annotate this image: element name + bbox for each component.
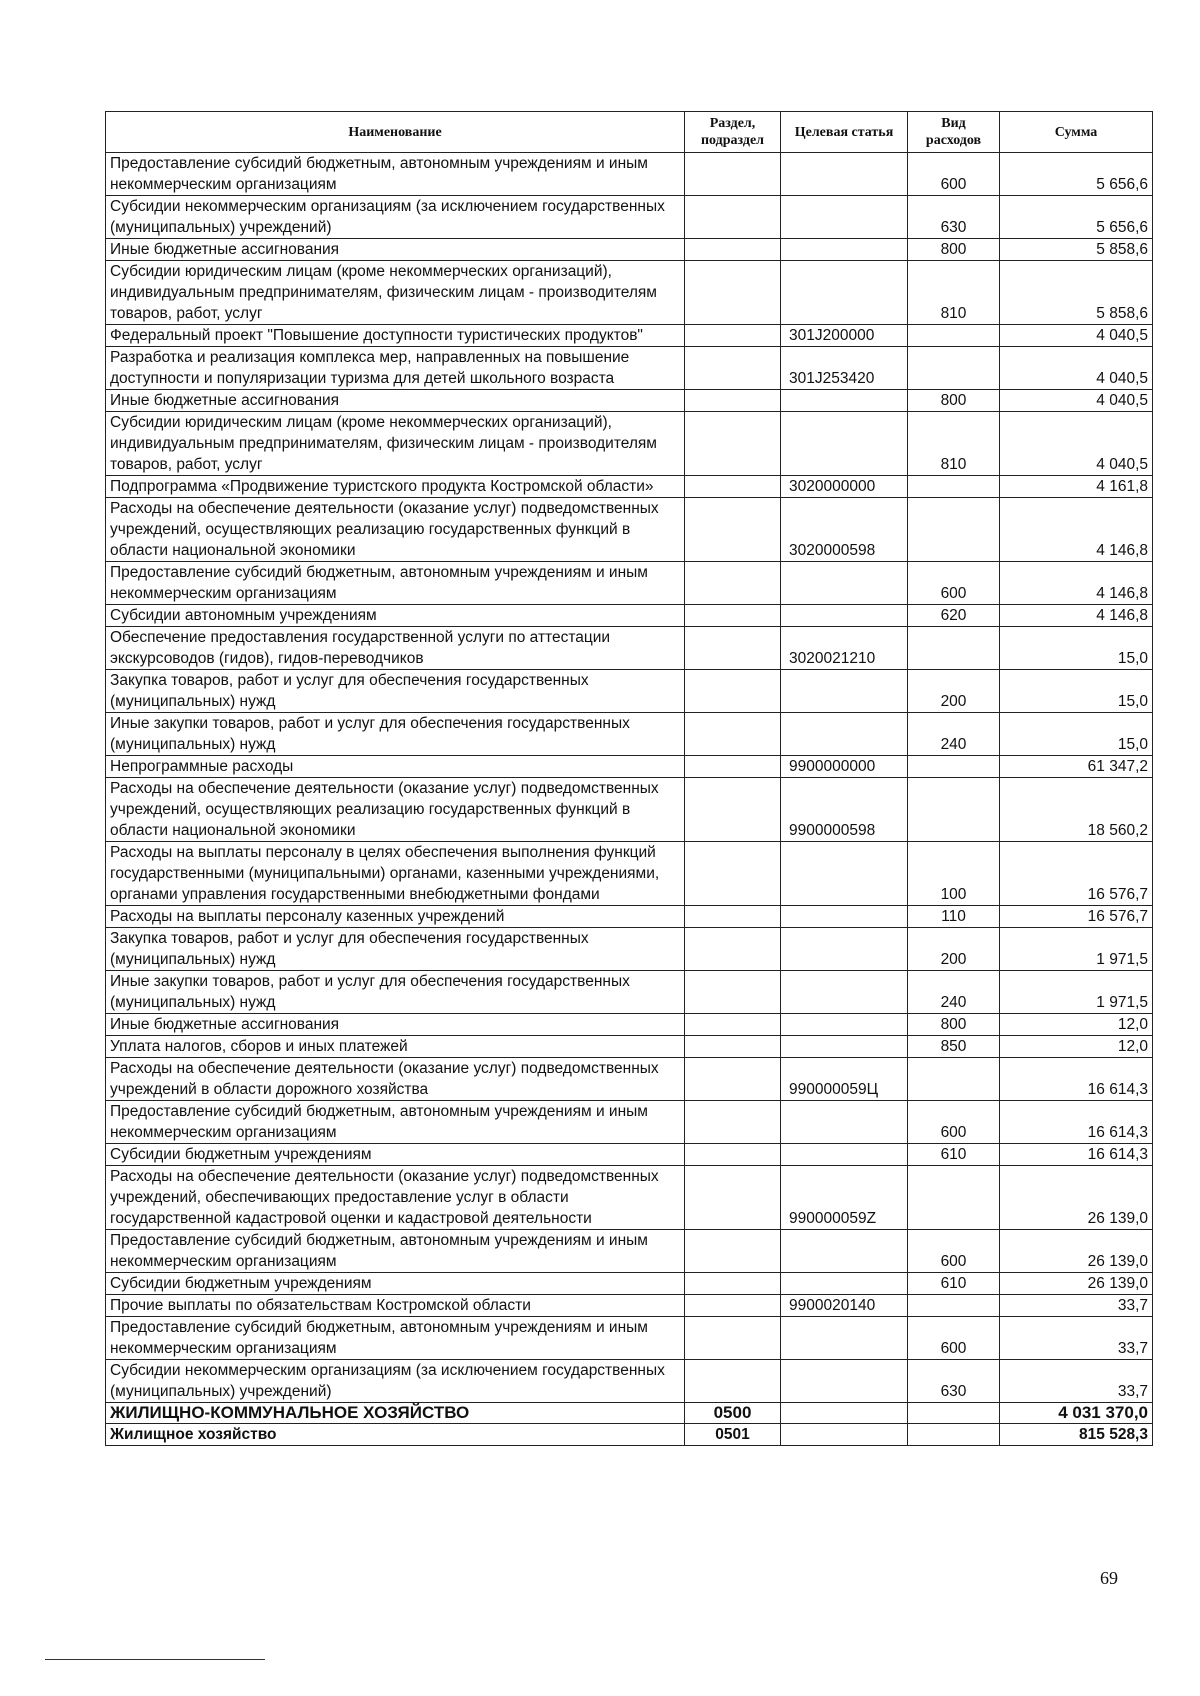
row-sum-cell: 4 031 370,0 <box>1000 1403 1153 1424</box>
row-name-cell: Субсидии юридическим лицам (кроме некоммерческих организаций), индивидуальным предпринимателям, физическим лицам - производителям товаров, работ, услуг <box>106 412 685 476</box>
header-target: Целевая статья <box>781 112 908 153</box>
row-name-cell: Жилищное хозяйство <box>106 1424 685 1446</box>
row-section-cell <box>685 1273 781 1295</box>
row-kind-cell: 200 <box>908 928 1000 971</box>
row-section-cell <box>685 1166 781 1230</box>
table-row <box>106 498 1153 562</box>
row-section-cell <box>685 928 781 971</box>
row-sum-cell: 26 139,0 <box>1000 1273 1153 1295</box>
table-row <box>106 412 1153 476</box>
row-name-cell: Субсидии некоммерческим организациям (за исключением государственных (муниципальных) учреждений) <box>106 1360 685 1403</box>
table-row <box>106 778 1153 842</box>
row-kind-cell <box>908 1403 1000 1424</box>
row-sum-cell: 33,7 <box>1000 1295 1153 1317</box>
row-section-cell <box>685 347 781 390</box>
row-sum-cell: 4 146,8 <box>1000 498 1153 562</box>
row-section-cell <box>685 842 781 906</box>
table-row <box>106 906 1153 928</box>
row-sum-cell: 12,0 <box>1000 1036 1153 1058</box>
row-name-cell: Прочие выплаты по обязательствам Костромской области <box>106 1295 685 1317</box>
table-row <box>106 971 1153 1014</box>
row-name-cell: Предоставление субсидий бюджетным, автономным учреждениям и иным некоммерческим организациям <box>106 1230 685 1273</box>
row-name-cell: Иные бюджетные ассигнования <box>106 1014 685 1036</box>
row-name-cell: Уплата налогов, сборов и иных платежей <box>106 1036 685 1058</box>
row-kind-cell <box>908 627 1000 670</box>
row-section-cell <box>685 325 781 347</box>
row-target-cell: 9900000598 <box>781 778 908 842</box>
row-target-cell <box>781 239 908 261</box>
row-sum-cell: 16 614,3 <box>1000 1144 1153 1166</box>
row-section-cell <box>685 1360 781 1403</box>
row-kind-cell: 200 <box>908 670 1000 713</box>
row-name-cell: Расходы на обеспечение деятельности (оказание услуг) подведомственных учреждений, осуществляющих реализацию государственных функций в области национальной экономики <box>106 778 685 842</box>
row-section-cell <box>685 390 781 412</box>
table-row <box>106 605 1153 627</box>
row-sum-cell: 18 560,2 <box>1000 778 1153 842</box>
row-kind-cell <box>908 347 1000 390</box>
row-section-cell <box>685 627 781 670</box>
row-section-cell <box>685 713 781 756</box>
table-header <box>106 112 1153 153</box>
row-kind-cell: 600 <box>908 562 1000 605</box>
row-kind-cell <box>908 756 1000 778</box>
row-kind-cell <box>908 778 1000 842</box>
row-name-cell: Субсидии некоммерческим организациям (за исключением государственных (муниципальных) учреждений) <box>106 196 685 239</box>
row-target-cell <box>781 713 908 756</box>
row-kind-cell: 620 <box>908 605 1000 627</box>
table-row <box>106 261 1153 325</box>
page-number: 69 <box>1100 1568 1118 1588</box>
row-target-cell <box>781 1014 908 1036</box>
row-name-cell: Расходы на обеспечение деятельности (оказание услуг) подведомственных учреждений в области дорожного хозяйства <box>106 1058 685 1101</box>
table-row <box>106 1058 1153 1101</box>
table-row <box>106 390 1153 412</box>
row-target-cell <box>781 1317 908 1360</box>
row-name-cell: Предоставление субсидий бюджетным, автономным учреждениям и иным некоммерческим организациям <box>106 562 685 605</box>
row-sum-cell: 16 614,3 <box>1000 1058 1153 1101</box>
row-section-cell <box>685 196 781 239</box>
row-section-cell <box>685 1295 781 1317</box>
row-name-cell: Иные закупки товаров, работ и услуг для обеспечения государственных (муниципальных) нужд <box>106 971 685 1014</box>
row-name-cell: Закупка товаров, работ и услуг для обеспечения государственных (муниципальных) нужд <box>106 670 685 713</box>
row-kind-cell <box>908 1058 1000 1101</box>
table-row <box>106 1101 1153 1144</box>
row-target-cell: 9900000000 <box>781 756 908 778</box>
row-sum-cell: 5 858,6 <box>1000 239 1153 261</box>
row-sum-cell: 815 528,3 <box>1000 1424 1153 1446</box>
row-target-cell <box>781 261 908 325</box>
table-row <box>106 347 1153 390</box>
row-kind-cell: 610 <box>908 1273 1000 1295</box>
row-target-cell <box>781 842 908 906</box>
row-sum-cell: 15,0 <box>1000 627 1153 670</box>
row-section-cell <box>685 1101 781 1144</box>
row-kind-cell: 630 <box>908 1360 1000 1403</box>
row-section-cell <box>685 1014 781 1036</box>
row-target-cell: 301J200000 <box>781 325 908 347</box>
row-target-cell: 990000059Z <box>781 1166 908 1230</box>
row-target-cell <box>781 1230 908 1273</box>
table-row <box>106 196 1153 239</box>
row-sum-cell: 61 347,2 <box>1000 756 1153 778</box>
row-section-cell <box>685 1058 781 1101</box>
row-target-cell <box>781 971 908 1014</box>
row-target-cell <box>781 390 908 412</box>
row-target-cell <box>781 412 908 476</box>
row-section-cell <box>685 778 781 842</box>
row-target-cell: 3020000000 <box>781 476 908 498</box>
row-sum-cell: 16 576,7 <box>1000 906 1153 928</box>
row-kind-cell: 600 <box>908 1230 1000 1273</box>
row-name-cell: Иные бюджетные ассигнования <box>106 390 685 412</box>
row-sum-cell: 26 139,0 <box>1000 1230 1153 1273</box>
row-section-cell: 0500 <box>685 1403 781 1424</box>
row-kind-cell <box>908 1166 1000 1230</box>
row-kind-cell: 800 <box>908 390 1000 412</box>
row-sum-cell: 4 161,8 <box>1000 476 1153 498</box>
row-kind-cell <box>908 1295 1000 1317</box>
table-row <box>106 627 1153 670</box>
row-kind-cell: 850 <box>908 1036 1000 1058</box>
table-row <box>106 1230 1153 1273</box>
row-target-cell <box>781 1036 908 1058</box>
row-name-cell: Иные бюджетные ассигнования <box>106 239 685 261</box>
row-kind-cell: 240 <box>908 713 1000 756</box>
row-name-cell: Федеральный проект "Повышение доступности туристических продуктов" <box>106 325 685 347</box>
row-section-cell: 0501 <box>685 1424 781 1446</box>
row-kind-cell: 800 <box>908 1014 1000 1036</box>
row-sum-cell: 26 139,0 <box>1000 1166 1153 1230</box>
table-row <box>106 1166 1153 1230</box>
row-sum-cell: 4 146,8 <box>1000 605 1153 627</box>
row-name-cell: Предоставление субсидий бюджетным, автономным учреждениям и иным некоммерческим организациям <box>106 153 685 196</box>
row-target-cell <box>781 153 908 196</box>
row-section-cell <box>685 239 781 261</box>
budget-expenses-table <box>105 111 1153 1446</box>
row-name-cell: Субсидии автономным учреждениям <box>106 605 685 627</box>
row-target-cell <box>781 1144 908 1166</box>
row-name-cell: Непрограммные расходы <box>106 756 685 778</box>
table-row <box>106 1144 1153 1166</box>
table-row <box>106 670 1153 713</box>
row-section-cell <box>685 1144 781 1166</box>
row-name-cell: Расходы на выплаты персоналу в целях обеспечения выполнения функций государственными (муниципальными) органами, казенными учреждениями, органами управления государственными внебюджетными фондами <box>106 842 685 906</box>
row-section-cell <box>685 1317 781 1360</box>
footnote-rule <box>45 1659 265 1660</box>
row-name-cell: Расходы на обеспечение деятельности (оказание услуг) подведомственных учреждений, осуществляющих реализацию государственных функций в области национальной экономики <box>106 498 685 562</box>
table-row <box>106 713 1153 756</box>
table-row <box>106 1317 1153 1360</box>
row-target-cell <box>781 1101 908 1144</box>
table-body <box>106 153 1153 1446</box>
row-section-cell <box>685 1230 781 1273</box>
row-sum-cell: 15,0 <box>1000 670 1153 713</box>
table-row <box>106 1424 1153 1446</box>
row-target-cell: 9900020140 <box>781 1295 908 1317</box>
row-name-cell: Предоставление субсидий бюджетным, автономным учреждениям и иным некоммерческим организациям <box>106 1101 685 1144</box>
table-row <box>106 325 1153 347</box>
row-sum-cell: 1 971,5 <box>1000 971 1153 1014</box>
row-section-cell <box>685 498 781 562</box>
row-sum-cell: 15,0 <box>1000 713 1153 756</box>
row-sum-cell: 1 971,5 <box>1000 928 1153 971</box>
table-row <box>106 1014 1153 1036</box>
row-kind-cell: 600 <box>908 1101 1000 1144</box>
row-section-cell <box>685 261 781 325</box>
table-row <box>106 562 1153 605</box>
row-kind-cell: 810 <box>908 261 1000 325</box>
row-sum-cell: 4 146,8 <box>1000 562 1153 605</box>
row-name-cell: Иные закупки товаров, работ и услуг для обеспечения государственных (муниципальных) нужд <box>106 713 685 756</box>
row-target-cell: 301J253420 <box>781 347 908 390</box>
table-row <box>106 928 1153 971</box>
row-target-cell: 3020021210 <box>781 627 908 670</box>
row-section-cell <box>685 971 781 1014</box>
table-row <box>106 1295 1153 1317</box>
row-sum-cell: 5 656,6 <box>1000 196 1153 239</box>
table-row <box>106 153 1153 196</box>
row-name-cell: Разработка и реализация комплекса мер, направленных на повышение доступности и популяризации туризма для детей школьного возраста <box>106 347 685 390</box>
row-sum-cell: 5 656,6 <box>1000 153 1153 196</box>
row-kind-cell: 240 <box>908 971 1000 1014</box>
header-sum: Сумма <box>1000 112 1153 153</box>
row-target-cell <box>781 670 908 713</box>
table-row <box>106 1036 1153 1058</box>
row-target-cell: 990000059Ц <box>781 1058 908 1101</box>
row-sum-cell: 4 040,5 <box>1000 325 1153 347</box>
row-kind-cell <box>908 325 1000 347</box>
row-sum-cell: 33,7 <box>1000 1317 1153 1360</box>
row-target-cell <box>781 906 908 928</box>
row-name-cell: Субсидии юридическим лицам (кроме некоммерческих организаций), индивидуальным предпринимателям, физическим лицам - производителям товаров, работ, услуг <box>106 261 685 325</box>
row-name-cell: Субсидии бюджетным учреждениям <box>106 1273 685 1295</box>
row-section-cell <box>685 562 781 605</box>
row-target-cell <box>781 1273 908 1295</box>
row-kind-cell: 110 <box>908 906 1000 928</box>
row-target-cell <box>781 1424 908 1446</box>
header-name: Наименование <box>106 112 685 153</box>
row-sum-cell: 4 040,5 <box>1000 390 1153 412</box>
row-sum-cell: 12,0 <box>1000 1014 1153 1036</box>
row-target-cell <box>781 1403 908 1424</box>
table-row <box>106 476 1153 498</box>
row-target-cell <box>781 1360 908 1403</box>
row-name-cell: Обеспечение предоставления государственной услуги по аттестации экскурсоводов (гидов), гидов-переводчиков <box>106 627 685 670</box>
row-kind-cell: 630 <box>908 196 1000 239</box>
row-target-cell: 3020000598 <box>781 498 908 562</box>
row-name-cell: ЖИЛИЩНО-КОММУНАЛЬНОЕ ХОЗЯЙСТВО <box>106 1403 685 1424</box>
row-name-cell: Расходы на обеспечение деятельности (оказание услуг) подведомственных учреждений, обеспечивающих предоставление услуг в области государственной кадастровой оценки и кадастровой деятельности <box>106 1166 685 1230</box>
row-section-cell <box>685 605 781 627</box>
row-sum-cell: 4 040,5 <box>1000 412 1153 476</box>
row-name-cell: Подпрограмма «Продвижение туристского продукта Костромской области» <box>106 476 685 498</box>
row-name-cell: Субсидии бюджетным учреждениям <box>106 1144 685 1166</box>
row-name-cell: Предоставление субсидий бюджетным, автономным учреждениям и иным некоммерческим организациям <box>106 1317 685 1360</box>
header-kind: Вид расходов <box>908 112 1000 153</box>
row-name-cell: Расходы на выплаты персоналу казенных учреждений <box>106 906 685 928</box>
row-section-cell <box>685 153 781 196</box>
header-row <box>106 112 1153 153</box>
row-kind-cell: 600 <box>908 153 1000 196</box>
row-name-cell: Закупка товаров, работ и услуг для обеспечения государственных (муниципальных) нужд <box>106 928 685 971</box>
table-row <box>106 1403 1153 1424</box>
row-kind-cell: 810 <box>908 412 1000 476</box>
table-row <box>106 842 1153 906</box>
row-section-cell <box>685 412 781 476</box>
row-target-cell <box>781 196 908 239</box>
header-section: Раздел, подраздел <box>685 112 781 153</box>
row-section-cell <box>685 906 781 928</box>
row-section-cell <box>685 476 781 498</box>
row-kind-cell <box>908 476 1000 498</box>
row-sum-cell: 4 040,5 <box>1000 347 1153 390</box>
row-sum-cell: 5 858,6 <box>1000 261 1153 325</box>
row-kind-cell: 100 <box>908 842 1000 906</box>
row-target-cell <box>781 562 908 605</box>
table-row <box>106 756 1153 778</box>
row-section-cell <box>685 1036 781 1058</box>
row-sum-cell: 33,7 <box>1000 1360 1153 1403</box>
table-row <box>106 239 1153 261</box>
row-kind-cell <box>908 498 1000 562</box>
row-kind-cell: 610 <box>908 1144 1000 1166</box>
row-sum-cell: 16 614,3 <box>1000 1101 1153 1144</box>
row-target-cell <box>781 605 908 627</box>
table-row <box>106 1273 1153 1295</box>
row-sum-cell: 16 576,7 <box>1000 842 1153 906</box>
table-row <box>106 1360 1153 1403</box>
row-kind-cell: 800 <box>908 239 1000 261</box>
row-kind-cell: 600 <box>908 1317 1000 1360</box>
row-target-cell <box>781 928 908 971</box>
row-section-cell <box>685 756 781 778</box>
row-kind-cell <box>908 1424 1000 1446</box>
row-section-cell <box>685 670 781 713</box>
